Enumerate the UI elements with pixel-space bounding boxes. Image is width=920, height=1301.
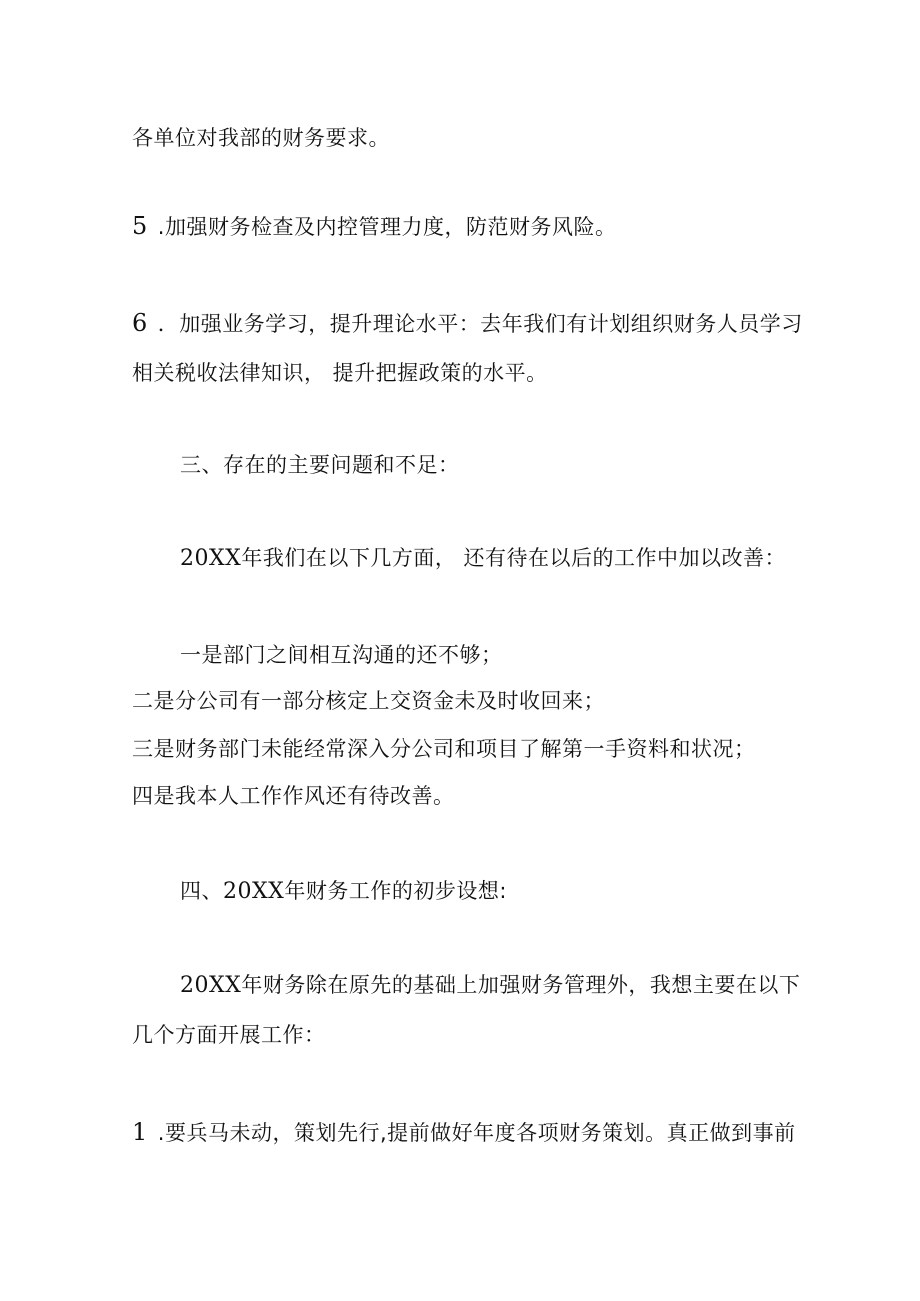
list-text: 相关税收法律知识， 提升把握政策的水平。 — [132, 361, 548, 385]
issue-text: 三是财务部门未能经常深入分公司和项目了解第一手资料和状况； — [132, 737, 756, 761]
section-heading-3 — [180, 452, 460, 478]
issue-text: 二是分公司有一部分核定上交资金未及时收回来； — [132, 689, 605, 713]
list-number: 1 — [132, 1118, 148, 1146]
paragraph-text: 年财务除在原先的基础上加强财务管理外，我想主要在以下 — [241, 973, 801, 997]
heading-prefix: 四、 — [180, 879, 223, 903]
list-text: .要兵马未动，策划先行,提前做好年度各项财务策划。真正做到事前 — [157, 1121, 796, 1145]
list-number: 5 — [132, 212, 148, 240]
section-4-intro-continuation — [132, 1022, 326, 1048]
list-item-6 — [132, 310, 803, 337]
year-text: 20XX — [180, 973, 242, 998]
section-3-intro — [180, 545, 786, 572]
heading-text: 三、存在的主要问题和不足： — [180, 453, 460, 477]
paragraph-text: 几个方面开展工作： — [132, 1023, 326, 1047]
list-item-6-continuation — [132, 360, 548, 386]
year-text: 20XX — [223, 879, 285, 904]
paragraph-continuation — [132, 125, 390, 151]
issue-item — [180, 642, 503, 668]
heading-text: 年财务工作的初步设想: — [284, 879, 507, 903]
issue-text: 一是部门之间相互沟通的还不够； — [180, 643, 503, 667]
section-4-intro — [180, 972, 800, 999]
issue-item — [132, 783, 455, 809]
plan-item-1 — [132, 1119, 796, 1146]
list-number: 6 — [132, 309, 148, 337]
list-text: ．加强业务学习，提升理论水平：去年我们有计划组织财务人员学习 — [157, 312, 803, 336]
paragraph-text: 各单位对我部的财务要求。 — [132, 126, 390, 150]
paragraph-text: 年我们在以下几方面， 还有待在以后的工作中加以改善： — [241, 546, 787, 570]
issue-item — [132, 736, 756, 762]
year-text: 20XX — [180, 546, 242, 571]
issue-text: 四是我本人工作作风还有待改善。 — [132, 784, 455, 808]
section-heading-4 — [180, 878, 507, 905]
issue-item — [132, 688, 605, 714]
list-item-5 — [132, 213, 616, 240]
list-text: .加强财务检查及内控管理力度，防范财务风险。 — [157, 215, 617, 239]
